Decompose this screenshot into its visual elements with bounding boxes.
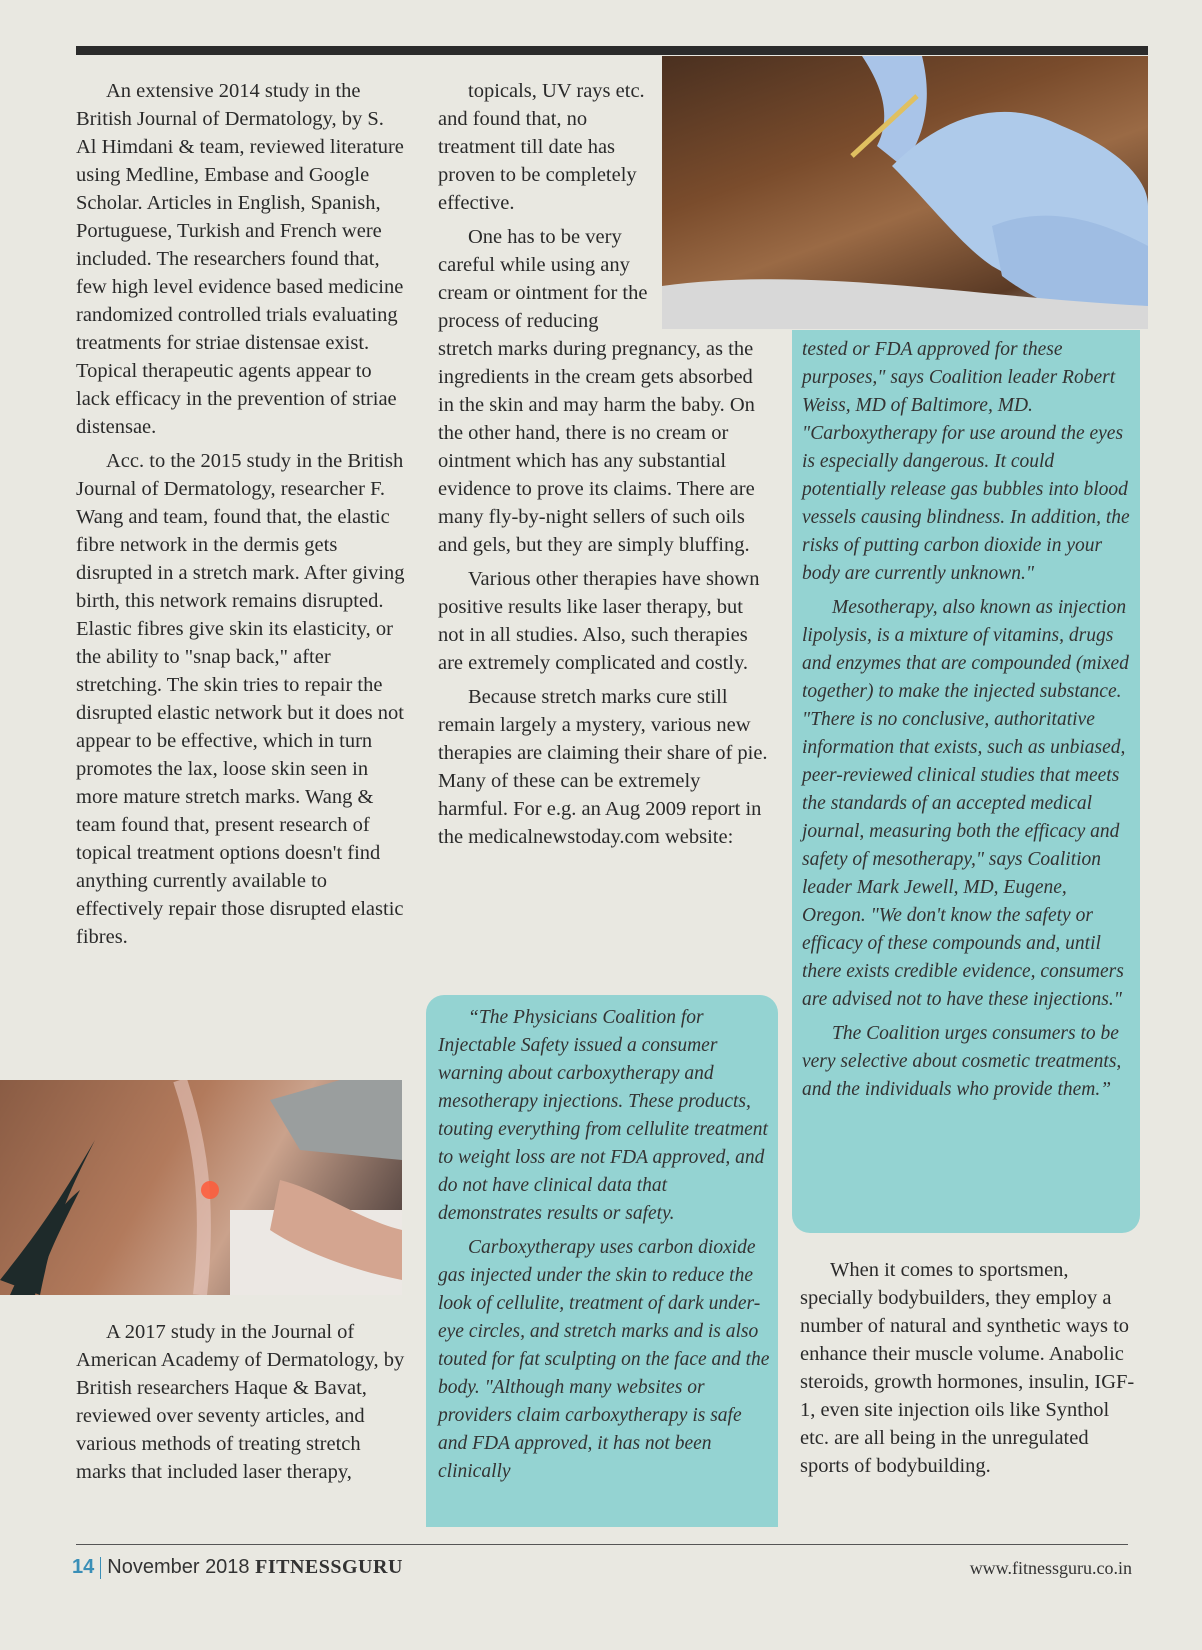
page-number: 14 (72, 1556, 95, 1578)
column-3-lower (800, 1256, 1135, 1486)
paragraph: A 2017 study in the Journal of American Academy of Dermatology, by British researchers Haque & Bavat, reviewed over seventy articles, and various methods of treating stretch marks that included laser therapy, (76, 1321, 405, 1483)
top-rule (76, 46, 1148, 55)
paragraph: One has to be very careful while using any cream or ointment for the process of reducing (438, 226, 648, 332)
paragraph: Acc. to the 2015 study in the British Journal of Dermatology, researcher F. Wang and team, found that, the elastic fibre network in the dermis gets disrupted in a stretch mark. After giving birth, this network remains disrupted. Elastic fibres give skin its elasticity, or the ability to "snap back," after stretching. The skin tries to repair the disrupted elastic network but it does not appear to be effective, which in turn promotes the lax, loose skin seen in more mature stretch marks. Wang & team found that, present research of topical treatment options doesn't find anything currently available to effectively repair those disrupted elastic fibres. (76, 450, 405, 948)
paragraph: When it comes to sportsmen, specially bodybuilders, they employ a number of natural and synthetic ways to enhance their muscle volume. Anabolic steroids, growth hormones, insulin, IGF-1, even site injection oils like Synthol etc. are all being in the unregulated sports of bodybuilding. (800, 1259, 1135, 1477)
quote-text-middle (438, 1004, 772, 1492)
quote-paragraph: Carboxytherapy uses carbon dioxide gas injected under the skin to reduce the look of cellulite, treatment of dark under-eye circles, and stretch marks and is also touted for fat sculpting on the face and the body. "Although many websites or providers claim carboxytherapy is safe and FDA approved, it has not been clinically (438, 1237, 770, 1482)
footer-separator (100, 1557, 101, 1579)
quote-paragraph: The Coalition urges consumers to be very selective about cosmetic treatments, and the individuals who provide them.” (802, 1023, 1122, 1100)
quote-paragraph: “The Physicians Coalition for Injectable Safety issued a consumer warning about carboxytherapy and mesotherapy injections. These products, touting everything from cellulite treatment to weight loss are not FDA approved, and do not have clinical data that demonstrates results or safety. (438, 1007, 768, 1224)
gloved-hands-graphic (662, 56, 1148, 329)
column-1-upper (76, 77, 406, 957)
issue-date: November 2018 (107, 1556, 250, 1578)
brand-name: FITNESSGURU (255, 1556, 403, 1578)
tattoo-graphic (0, 1080, 402, 1295)
injection-photo (662, 56, 1148, 329)
quote-text-right (802, 336, 1132, 1110)
column-1-lower (76, 1318, 406, 1492)
paragraph: Various other therapies have shown positive results like laser therapy, but not in all studies. Also, such therapies are extremely complicated and costly. (438, 568, 760, 674)
paragraph: Because stretch marks cure still remain largely a mystery, various new therapies are claiming their share of pie. Many of these can be extremely harmful. For e.g. an Aug 2009 report in the medicalnewstoday.com website: (438, 686, 768, 848)
quote-paragraph: Mesotherapy, also known as injection lipolysis, is a mixture of vitamins, drugs and enzymes that are compounded (mixed together) to make the injected substance. "There is no conclusive, authoritative information that exists, such as unbiased, peer-reviewed clinical studies that meets the standards of an accepted medical journal, measuring both the efficacy and safety of mesotherapy," says Coalition leader Mark Jewell, MD, Eugene, Oregon. "We don't know the safety or efficacy of these compounds and, until there exists credible evidence, consumers are advised not to have these injections." (802, 597, 1129, 1010)
website-link[interactable]: www.fitnessguru.co.in (969, 1558, 1132, 1578)
laser-treatment-photo (0, 1080, 402, 1295)
footer-rule (76, 1544, 1128, 1545)
quote-paragraph: tested or FDA approved for these purposes," says Coalition leader Robert Weiss, MD of Baltimore, MD. "Carboxytherapy for use around the eyes is especially dangerous. It could potentially release gas bubbles into blood vessels causing blindness. In addition, the risks of putting carbon dioxide in your body are currently unknown." (802, 339, 1130, 584)
footer-left (72, 1556, 403, 1579)
paragraph: An extensive 2014 study in the British Journal of Dermatology, by S. Al Himdani & team, reviewed literature using Medline, Embase and Google Scholar. Articles in English, Spanish, Portuguese, Turkish and French were included. The researchers found that, few high level evidence based medicine randomized controlled trials evaluating treatments for striae distensae exist. Topical therapeutic agents appear to lack efficacy in the prevention of striae distensae. (76, 80, 404, 438)
paragraph: stretch marks during pregnancy, as the ingredients in the cream gets absorbed in the skin and may harm the baby. On the other hand, there is no cream or ointment which has any substantial evidence to prove its claims. There are many fly-by-night sellers of such oils and gels, but they are simply bluffing. (438, 338, 755, 556)
paragraph: topicals, UV rays etc. and found that, no treatment till date has proven to be completely effective. (438, 80, 645, 214)
